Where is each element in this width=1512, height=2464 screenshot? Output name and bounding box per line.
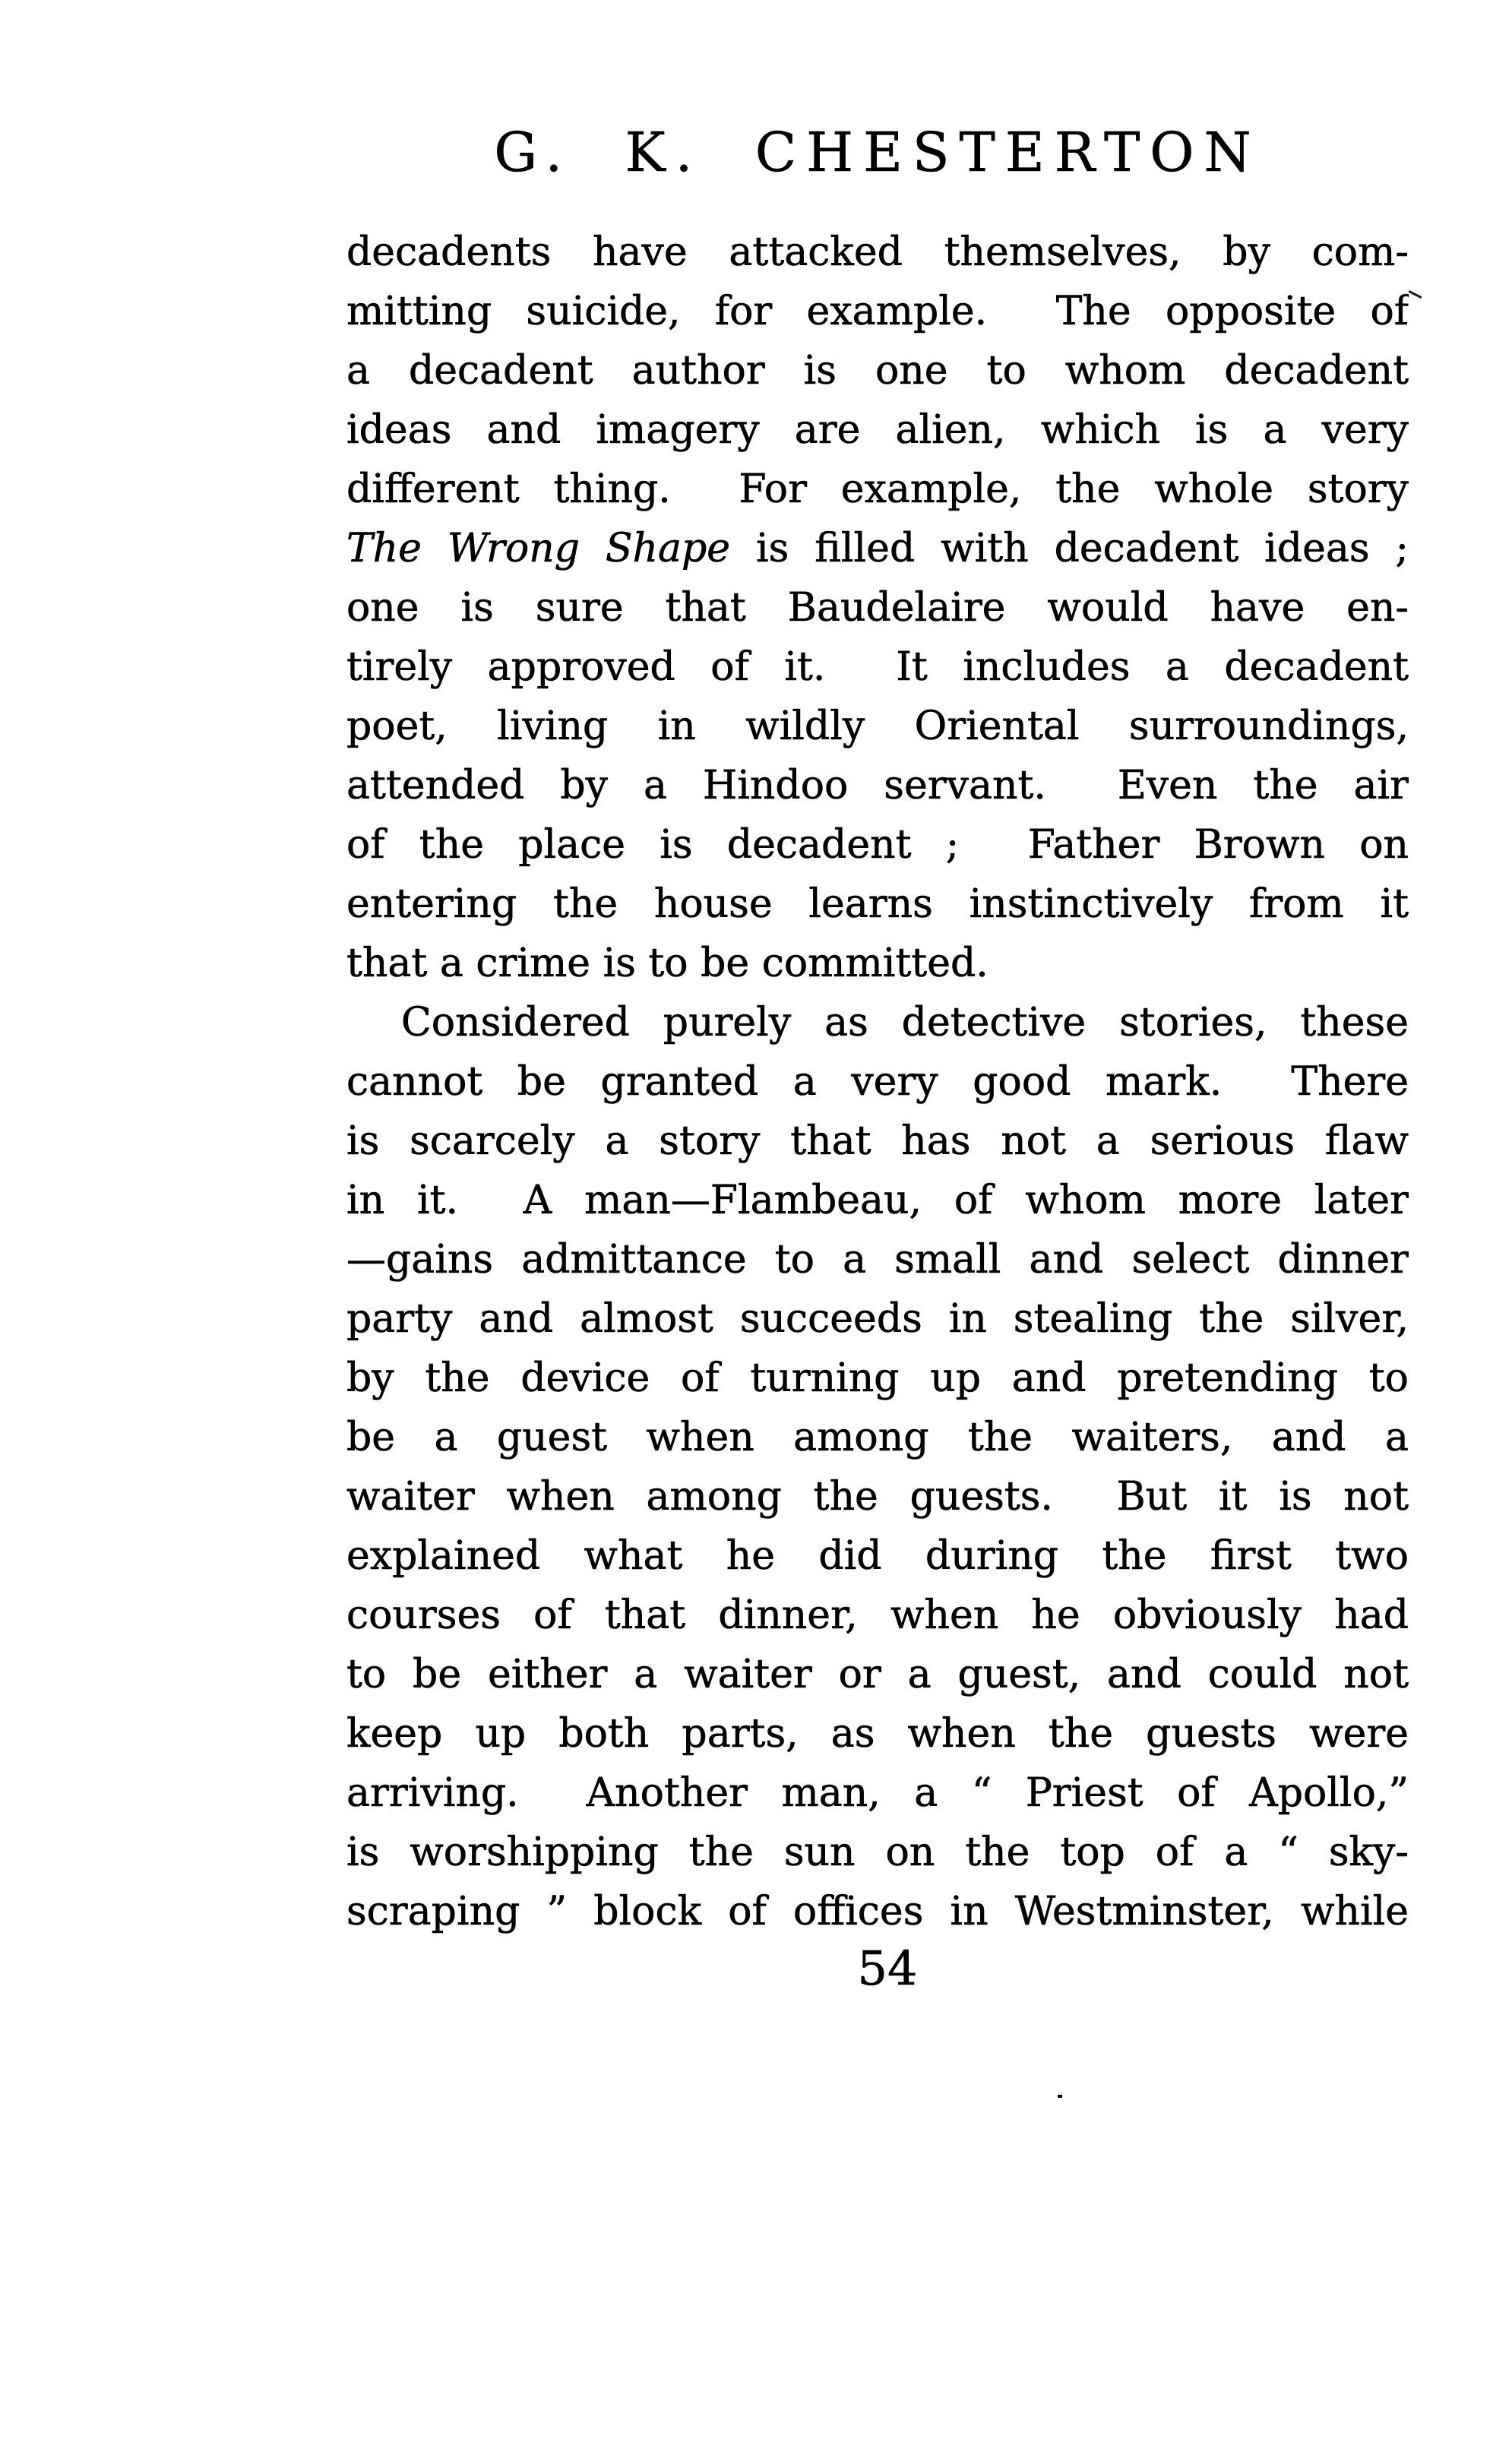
scan-tick-artifact	[1408, 290, 1422, 299]
text-segment: of the place is decadent ; Father Brown on	[346, 822, 1409, 868]
text-segment: tirely approved of it. It includes a decadent	[346, 644, 1409, 690]
text-line	[346, 1704, 1409, 1763]
text-segment: poet, living in wildly Oriental surroundings,	[346, 704, 1409, 749]
text-line	[346, 934, 1409, 993]
text-segment: cannot be granted a very good mark. There	[346, 1059, 1409, 1105]
running-header: G. K. CHESTERTON	[494, 121, 1261, 184]
text-line	[346, 578, 1409, 637]
text-segment: decadents have attacked themselves, by com-	[346, 229, 1409, 275]
text-segment: mitting suicide, for example. The opposite of	[346, 289, 1409, 334]
text-line	[346, 1289, 1409, 1349]
text-segment: keep up both parts, as when the guests were	[346, 1711, 1409, 1757]
text-segment: is worshipping the sun on the top of a “ sky-	[346, 1830, 1409, 1875]
text-segment: explained what he did during the first two	[346, 1533, 1409, 1579]
text-segment: by the device of turning up and pretending to	[346, 1355, 1409, 1401]
text-segment: scraping ” block of offices in Westminster, while	[346, 1889, 1409, 1934]
text-line	[346, 1586, 1409, 1645]
text-segment: entering the house learns instinctively from it	[346, 881, 1409, 927]
scan-speck-artifact	[1058, 2095, 1062, 2098]
text-segment: different thing. For example, the whole story	[346, 467, 1409, 512]
text-line	[346, 993, 1409, 1052]
text-line	[346, 1112, 1409, 1171]
text-segment: is scarcely a story that has not a serious flaw	[346, 1118, 1409, 1164]
text-segment: be a guest when among the waiters, and a	[346, 1415, 1409, 1460]
text-segment: that a crime is to be committed.	[346, 941, 988, 986]
text-line	[346, 756, 1409, 815]
text-segment: Considered purely as detective stories, these	[401, 1000, 1409, 1045]
text-segment: waiter when among the guests. But it is not	[346, 1474, 1409, 1520]
text-line	[346, 1823, 1409, 1882]
text-segment: attended by a Hindoo servant. Even the air	[346, 763, 1409, 808]
text-line	[346, 1645, 1409, 1704]
text-line	[346, 815, 1409, 875]
text-line	[346, 1052, 1409, 1112]
text-line	[346, 223, 1409, 282]
text-segment: to be either a waiter or a guest, and could not	[346, 1652, 1409, 1697]
text-line	[346, 519, 1409, 578]
book-title-italic: The Wrong Shape	[346, 526, 731, 571]
text-segment: ideas and imagery are alien, which is a very	[346, 407, 1409, 453]
text-line	[346, 875, 1409, 934]
text-line	[346, 1467, 1409, 1526]
text-line	[346, 1882, 1409, 1941]
text-segment: in it. A man—Flambeau, of whom more later	[346, 1178, 1409, 1223]
text-line	[346, 1763, 1409, 1823]
text-line	[346, 1408, 1409, 1467]
text-line	[346, 637, 1409, 697]
text-segment: party and almost succeeds in stealing the silver,	[346, 1296, 1409, 1342]
text-segment: arriving. Another man, a “ Priest of Apollo,”	[346, 1770, 1409, 1816]
text-line	[346, 282, 1409, 341]
text-segment: is filled with decadent ideas ;	[730, 526, 1409, 571]
text-segment: one is sure that Baudelaire would have en-	[346, 585, 1409, 631]
text-line	[346, 1171, 1409, 1230]
text-line	[346, 1230, 1409, 1289]
body-text	[346, 223, 1409, 1941]
text-line	[346, 1526, 1409, 1586]
text-line	[346, 1349, 1409, 1408]
text-segment: —gains admittance to a small and select dinner	[346, 1237, 1409, 1283]
text-line	[346, 400, 1409, 460]
text-line	[346, 460, 1409, 519]
text-line	[346, 697, 1409, 756]
text-segment: courses of that dinner, when he obviously had	[346, 1593, 1409, 1638]
page-number: 54	[857, 1941, 918, 1996]
text-segment: a decadent author is one to whom decadent	[346, 348, 1409, 394]
text-line	[346, 341, 1409, 400]
